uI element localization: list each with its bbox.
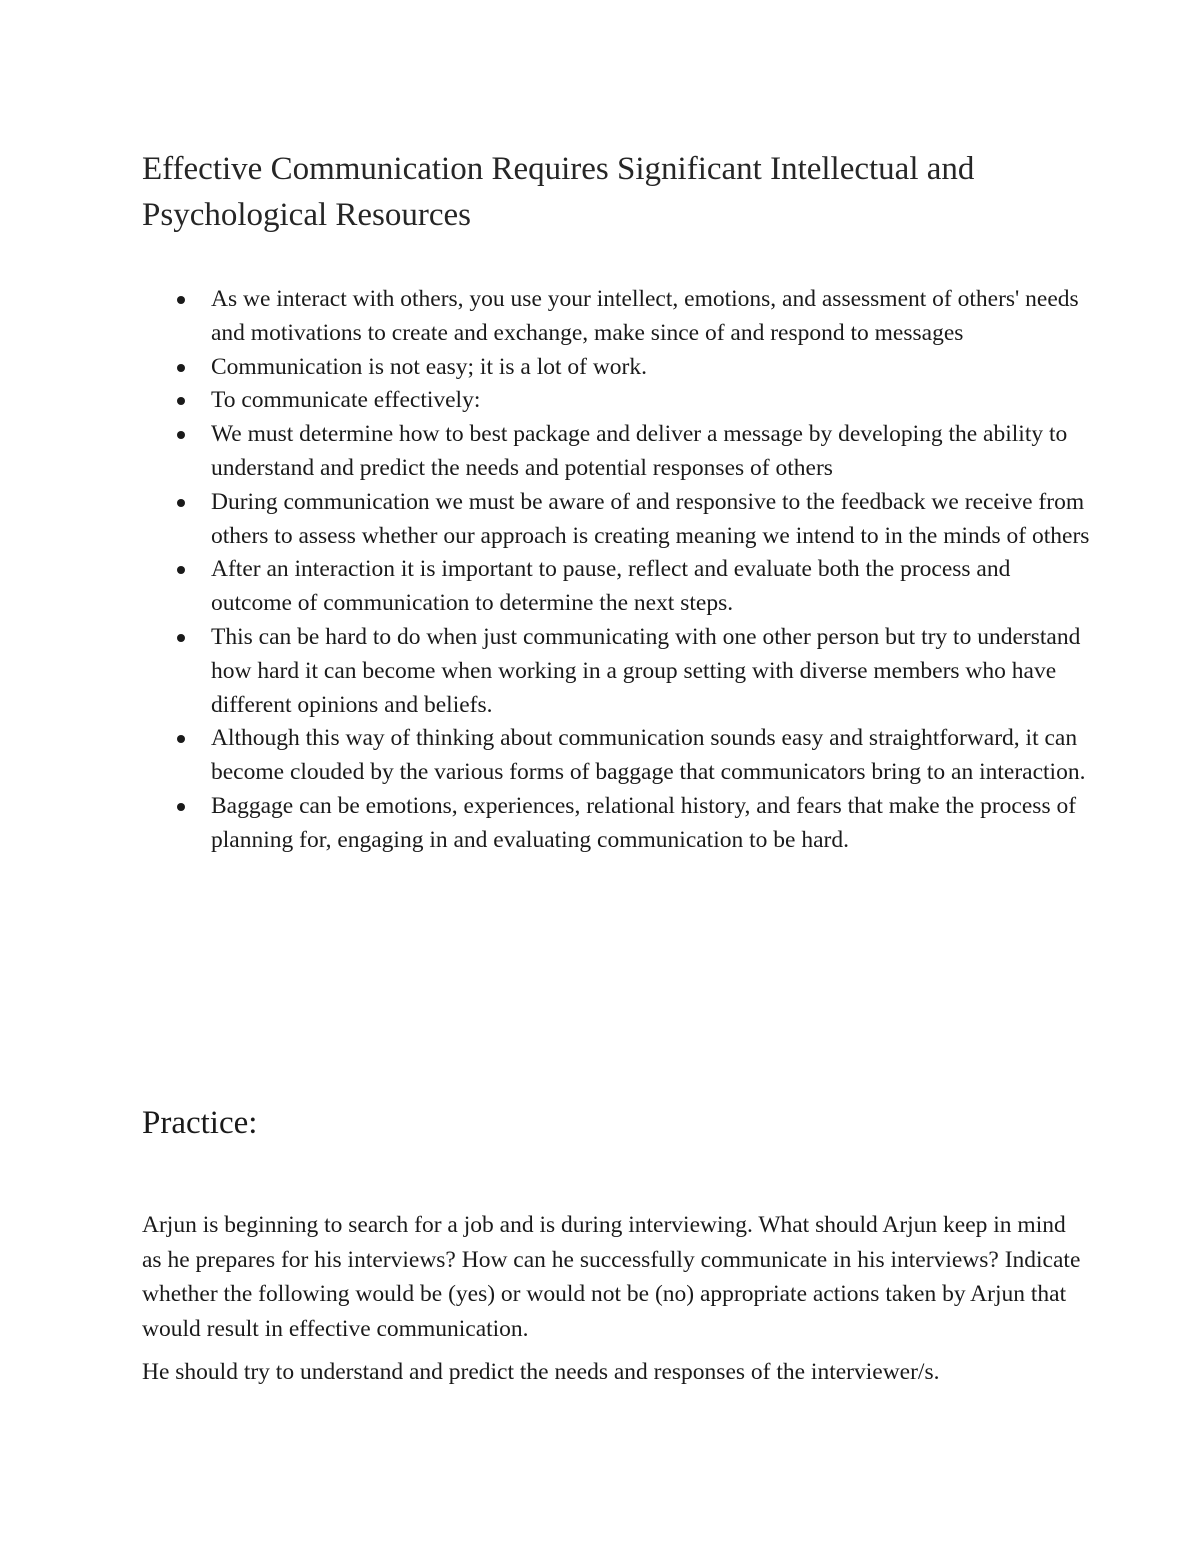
practice-heading: Practice:	[142, 1105, 258, 1141]
bullet-icon	[177, 397, 185, 405]
bullet-text: Although this way of thinking about communication sounds easy and straightforward, it can become clouded by the various forms of baggage that communicators bring to an interaction.	[211, 725, 1086, 786]
bullet-text: This can be hard to do when just communicating with one other person but try to understand how hard it can become when working in a group setting with diverse members who have different opinions and beliefs.	[211, 623, 1081, 718]
bullet-icon	[177, 431, 185, 439]
list-item	[142, 553, 1092, 621]
list-item	[142, 722, 1092, 790]
practice-paragraph: He should try to understand and predict the needs and responses of the interviewer/s.	[142, 1359, 940, 1385]
list-item	[142, 384, 1092, 418]
bullet-text: We must determine how to best package and deliver a message by developing the ability to understand and predict the needs and potential responses of others	[211, 421, 1068, 481]
bullet-text: During communication we must be aware of and responsive to the feedback we receive from others to assess whether our approach is creating meaning we intend to in the minds of others	[211, 488, 1090, 549]
bullet-text: Baggage can be emotions, experiences, relational history, and fears that make the process of planning for, engaging in and evaluating communication to be hard.	[211, 792, 1077, 853]
bullet-icon	[177, 735, 185, 743]
bullet-text: Communication is not easy; it is a lot of work.	[211, 353, 648, 380]
practice-paragraph: Arjun is beginning to search for a job and is during interviewing. What should Arjun keep in mind as he prepares for his interviews? How can he successfully communicate in his interviews? Indicate whether the following would be (yes) or would not be (no) appropriate actions taken by Arjun that would result in effective communication.	[142, 1212, 1081, 1342]
bullet-icon	[177, 296, 185, 304]
document-title: Effective Communication Requires Significant Intellectual and Psychological Resources	[142, 151, 975, 233]
bullet-list	[142, 283, 1092, 858]
list-item	[142, 486, 1092, 554]
bullet-text: After an interaction it is important to pause, reflect and evaluate both the process and outcome of communication to determine the next steps.	[211, 556, 1011, 617]
bullet-icon	[177, 803, 185, 811]
bullet-text: As we interact with others, you use your intellect, emotions, and assessment of others' needs and motivations to create and exchange, make since of and respond to messages	[211, 286, 1079, 346]
list-item	[142, 418, 1092, 486]
list-item	[142, 351, 1092, 385]
bullet-icon	[177, 566, 185, 574]
bullet-icon	[177, 634, 185, 642]
list-item	[142, 790, 1092, 858]
bullet-text: To communicate effectively:	[211, 387, 481, 414]
list-item	[142, 621, 1092, 722]
bullet-icon	[177, 364, 185, 372]
list-item	[142, 283, 1092, 351]
bullet-icon	[177, 499, 185, 507]
